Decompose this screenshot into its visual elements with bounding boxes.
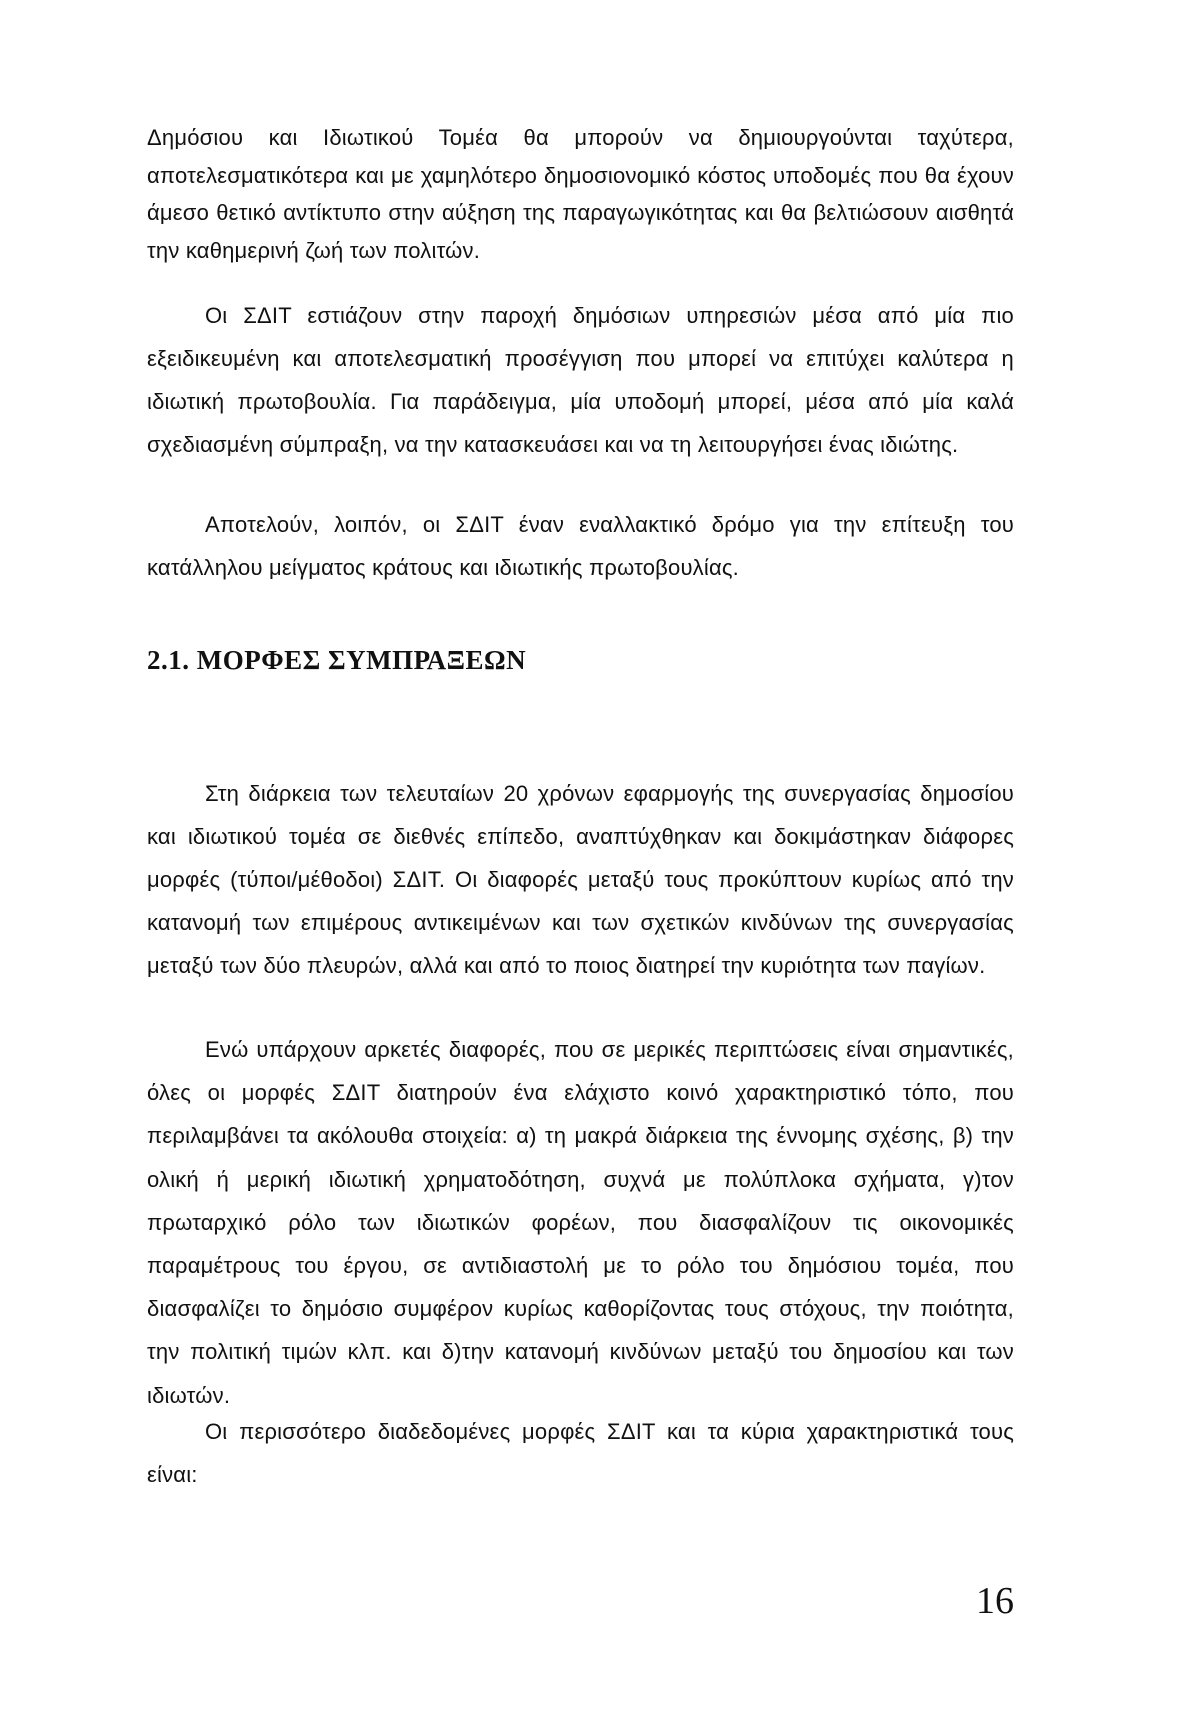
paragraph-sdit-alternative: Αποτελούν, λοιπόν, οι ΣΔΙΤ έναν εναλλακτικό δρόμο για την επίτευξη του κατάλληλου μείγματος κράτους και ιδιωτικής πρωτοβουλίας. — [147, 512, 1014, 580]
paragraph-forms-list-intro: Οι περισσότερο διαδεδομένες μορφές ΣΔΙΤ και τα κύρια χαρακτηριστικά τους είναι: — [147, 1419, 1014, 1487]
paragraph-intro-continuation: Δημόσιου και Ιδιωτικού Τομέα θα μπορούν να δημιουργούνται ταχύτερα, αποτελεσματικότερα και με χαμηλότερο δημοσιονομικό κόστος υποδομές που θα έχουν άμεσο θετικό αντίκτυπο στην αύξηση της παραγωγικότητας και θα βελτιώσουν αισθητά την καθημερινή ζωή των πολιτών. — [147, 125, 1014, 263]
paragraph-common-characteristics: Ενώ υπάρχουν αρκετές διαφορές, που σε μερικές περιπτώσεις είναι σημαντικές, όλες οι μορφές ΣΔΙΤ διατηρούν ένα ελάχιστο κοινό χαρακτηριστικό τόπο, που περιλαμβάνει τα ακόλουθα στοιχεία: α) τη μακρά διάρκεια της έννομης σχέσης, β) την ολική ή μερική ιδιωτική χρηματοδότηση, συχνά με πολύπλοκα σχήματα, γ)τον πρωταρχικό ρόλο των ιδιωτικών φορέων, που διασφαλίζουν τις οικονομικές παραμέτρους του έργου, σε αντιδιαστολή με το ρόλο του δημόσιου τομέα, που διασφαλίζει το δημόσιο συμφέρον κυρίως καθορίζοντας τους στόχους, την ποιότητα, την πολιτική τιμών κλπ. και δ)την κατανομή κινδύνων μεταξύ του δημοσίου και των ιδιωτών. — [147, 1037, 1014, 1408]
section-heading: 2.1. ΜΟΡΦΕΣ ΣΥΜΠΡΑΞΕΩΝ — [147, 645, 527, 675]
page-number: 16 — [976, 1580, 1014, 1622]
paragraph-sdit-focus: Οι ΣΔΙΤ εστιάζουν στην παροχή δημόσιων υπηρεσιών μέσα από μία πιο εξειδικευμένη και αποτελεσματική προσέγγιση που μπορεί να επιτύχει καλύτερα η ιδιωτική πρωτοβουλία. Για παράδειγμα, μία υποδομή μπορεί, μέσα από μία καλά σχεδιασμένη σύμπραξη, να την κατασκευάσει και να τη λειτουργήσει ένας ιδιώτης. — [147, 303, 1014, 457]
paragraph-forms-history: Στη διάρκεια των τελευταίων 20 χρόνων εφαρμογής της συνεργασίας δημοσίου και ιδιωτικού τομέα σε διεθνές επίπεδο, αναπτύχθηκαν και δοκιμάστηκαν διάφορες μορφές (τύποι/μέθοδοι) ΣΔΙΤ. Οι διαφορές μεταξύ τους προκύπτουν κυρίως από την κατανομή των επιμέρους αντικειμένων και των σχετικών κινδύνων της συνεργασίας μεταξύ των δύο πλευρών, αλλά και από το ποιος διατηρεί την κυριότητα των παγίων. — [147, 781, 1014, 978]
